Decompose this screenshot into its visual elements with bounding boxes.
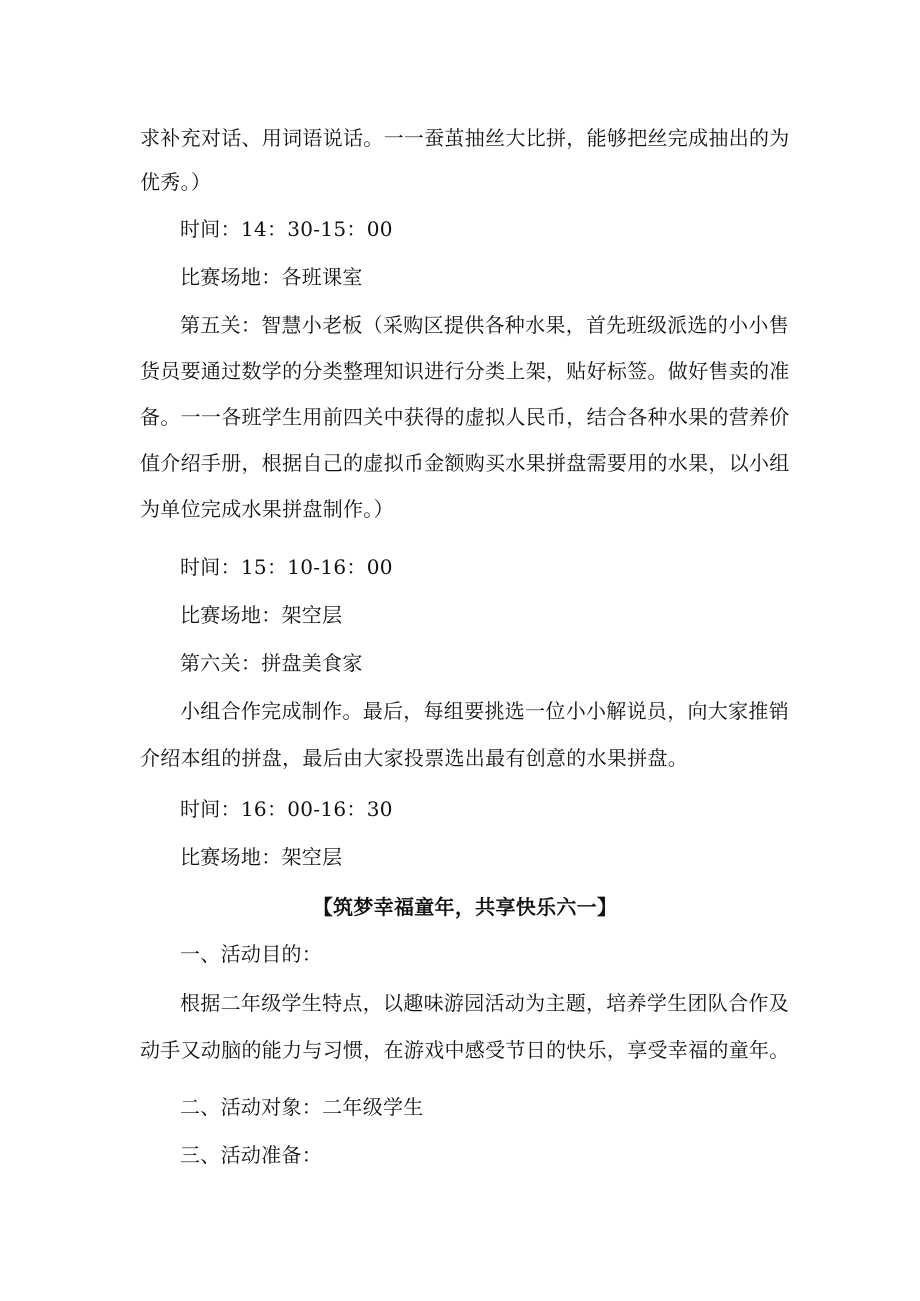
paragraph-line: 值介绍手册，根据自己的虚拟币金额购买水果拼盘需要用的水果，以小组 bbox=[140, 451, 790, 475]
paragraph-line: 介绍本组的拼盘，最后由大家投票选出最有创意的水果拼盘。 bbox=[140, 746, 689, 770]
stage-five-title: 第五关：智慧小老板（采购区提供各种水果，首先班级派选的小小售 bbox=[180, 313, 789, 337]
paragraph-line: 备。一一各班学生用前四关中获得的虚拟人民币，结合各种水果的营养价 bbox=[140, 405, 790, 429]
paragraph-line: 优秀。） bbox=[140, 170, 212, 194]
paragraph-line: 为单位完成水果拼盘制作。） bbox=[140, 497, 394, 521]
paragraph-line: 动手又动脑的能力与习惯，在游戏中感受节日的快乐，享受幸福的童年。 bbox=[140, 1038, 790, 1062]
venue-line: 比赛场地：架空层 bbox=[180, 845, 343, 869]
list-heading-preparation: 三、活动准备： bbox=[180, 1143, 323, 1167]
time-line: 时间：14：30-15：00 bbox=[180, 217, 393, 241]
list-heading-purpose: 一、活动目的： bbox=[180, 942, 323, 966]
venue-line: 比赛场地：架空层 bbox=[180, 603, 343, 627]
stage-six-title: 第六关：拼盘美食家 bbox=[180, 651, 363, 675]
paragraph-line: 货员要通过数学的分类整理知识进行分类上架，贴好标签。做好售卖的准 bbox=[140, 359, 790, 383]
paragraph-line: 根据二年级学生特点，以趣味游园活动为主题，培养学生团队合作及 bbox=[180, 991, 789, 1015]
paragraph-line: 小组合作完成制作。最后，每组要挑选一位小小解说员，向大家推销 bbox=[180, 699, 789, 723]
section-heading: 【筑梦幸福童年，共享快乐六一】 bbox=[312, 895, 618, 919]
time-line: 时间：15：10-16：00 bbox=[180, 555, 393, 579]
venue-line: 比赛场地：各班课室 bbox=[180, 265, 363, 289]
time-line: 时间：16：00-16：30 bbox=[180, 797, 393, 821]
paragraph-line: 求补充对话、用词语说话。一一蚕茧抽丝大比拼，能够把丝完成抽出的为 bbox=[140, 126, 790, 150]
list-heading-target: 二、活动对象：二年级学生 bbox=[180, 1095, 424, 1119]
